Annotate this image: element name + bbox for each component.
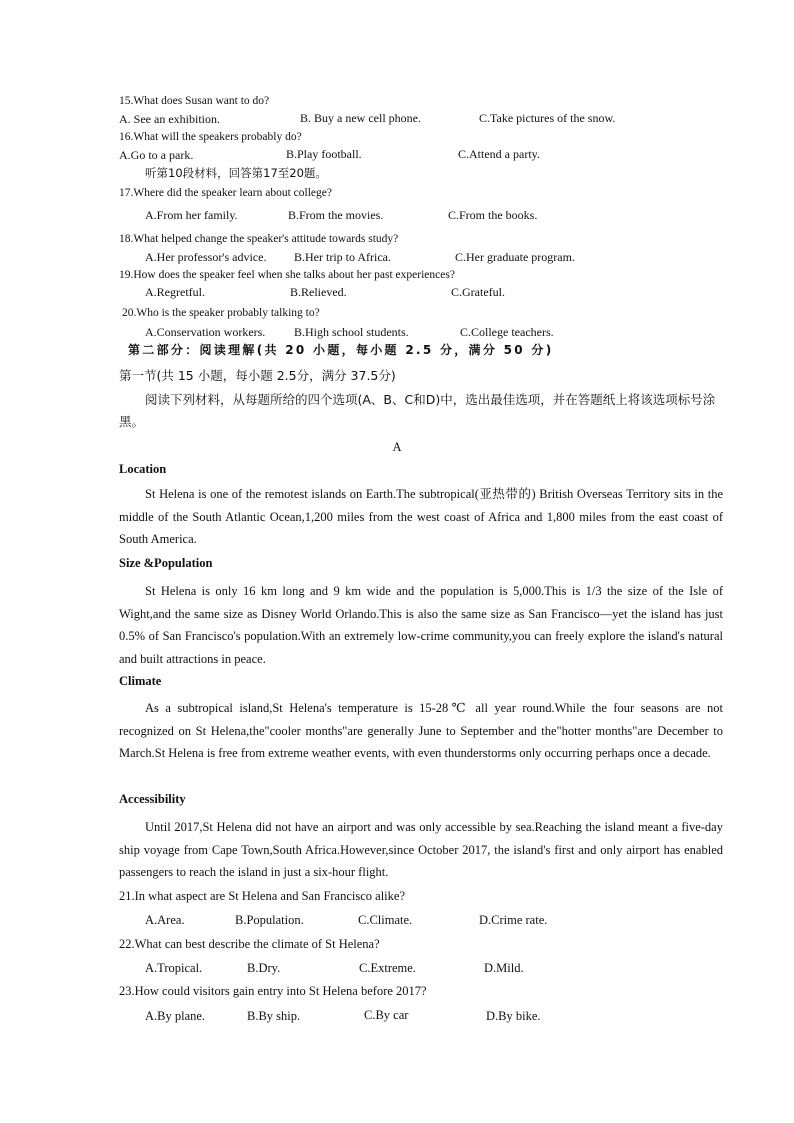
question-23-option-c: C.By car xyxy=(364,1008,409,1022)
question-17-option-c: C.From the books. xyxy=(448,208,538,222)
question-21-option-b: B.Population. xyxy=(235,913,304,927)
part-two-title: 第二部分：阅读理解(共 20 小题，每小题 2.5 分，满分 50 分) xyxy=(128,343,554,357)
question-23-option-b: B.By ship. xyxy=(247,1009,301,1023)
question-19-option-b: B.Relieved. xyxy=(290,285,347,299)
question-15-option-c: C.Take pictures of the snow. xyxy=(479,111,616,125)
question-20-stem: 20.Who is the speaker probably talking to? xyxy=(122,307,320,319)
question-22-stem: 22.What can best describe the climate of St Helena? xyxy=(119,937,380,951)
question-15-option-a: A. See an exhibition. xyxy=(119,112,220,126)
question-18-option-a: A.Her professor's advice. xyxy=(145,250,267,264)
question-17-stem: 17.Where did the speaker learn about college? xyxy=(119,187,332,199)
section-one-title: 第一节(共 15 小题，每小题 2.5分，满分 37.5分) xyxy=(119,368,396,383)
accessibility-paragraph: Until 2017,St Helena did not have an airport and was only accessible by sea.Reaching the island meant a five-day ship voyage from Cape Town,South Africa.However,since October 2017, the island's first and only airport has enabled passengers to reach the island in just a six-hour flight. xyxy=(119,820,723,880)
climate-paragraph: As a subtropical island,St Helena's temperature is 15-28℃ all year round.While the four seasons are not recognized on St Helena,the"cooler months"are generally June to September and the"hotter months"are December to March.St Helena is free from extreme weather events, with even thunderstorms only occurring perhaps once a decade. xyxy=(119,701,723,761)
question-21-option-d: D.Crime rate. xyxy=(479,913,548,927)
question-21-stem: 21.In what aspect are St Helena and San Francisco alike? xyxy=(119,889,406,903)
material-10-instruction: 听第10段材料，回答第17至20题。 xyxy=(145,166,327,180)
passage-label: A xyxy=(392,440,402,454)
question-16-option-c: C.Attend a party. xyxy=(458,147,540,161)
size-population-paragraph: St Helena is only 16 km long and 9 km wide and the population is 5,000.This is 1/3 the size of the Isle of Wight,and the same size as Disney World Orlando.This is also the same size as San Francisco—yet the island has just 0.5% of San Francisco's population.With an extremely low-crime community,you can freely explore the island's natural and built attractions in peace. xyxy=(119,584,723,666)
reading-instructions: 阅读下列材料，从每题所给的四个选项(A、B、C和D)中，选出最佳选项，并在答题纸上将该选项标号涂黑。 xyxy=(119,392,716,429)
question-15-stem: 15.What does Susan want to do? xyxy=(119,95,270,107)
question-16-option-a: A.Go to a park. xyxy=(119,148,194,162)
question-16-stem: 16.What will the speakers probably do? xyxy=(119,131,302,143)
question-22-option-d: D.Mild. xyxy=(484,961,524,975)
question-22-option-a: A.Tropical. xyxy=(145,961,203,975)
question-19-stem: 19.How does the speaker feel when she talks about her past experiences? xyxy=(119,269,455,281)
question-15-option-b: B. Buy a new cell phone. xyxy=(300,111,421,125)
question-18-option-b: B.Her trip to Africa. xyxy=(294,250,391,264)
question-20-option-b: B.High school students. xyxy=(294,325,409,339)
question-19-option-a: A.Regretful. xyxy=(145,285,205,299)
question-17-option-b: B.From the movies. xyxy=(288,208,384,222)
location-paragraph: St Helena is one of the remotest islands on Earth.The subtropical(亚热带的) British Overseas Territory sits in the middle of the South Atlantic Ocean,1,200 miles from the west coast of Africa and 1,800 miles from the east coast of South America. xyxy=(119,487,723,547)
location-heading: Location xyxy=(119,462,167,476)
question-22-option-b: B.Dry. xyxy=(247,961,281,975)
question-20-option-c: C.College teachers. xyxy=(460,325,554,339)
question-21-option-a: A.Area. xyxy=(145,913,185,927)
question-18-option-c: C.Her graduate program. xyxy=(455,250,575,264)
question-17-option-a: A.From her family. xyxy=(145,208,238,222)
question-20-option-a: A.Conservation workers. xyxy=(145,325,266,339)
question-23-stem: 23.How could visitors gain entry into St Helena before 2017? xyxy=(119,984,427,998)
question-23-option-a: A.By plane. xyxy=(145,1009,206,1023)
question-21-option-c: C.Climate. xyxy=(358,913,413,927)
climate-heading: Climate xyxy=(119,674,162,688)
question-23-option-d: D.By bike. xyxy=(486,1009,541,1023)
question-19-option-c: C.Grateful. xyxy=(451,285,505,299)
accessibility-heading: Accessibility xyxy=(119,792,186,806)
question-22-option-c: C.Extreme. xyxy=(359,961,416,975)
question-18-stem: 18.What helped change the speaker's attitude towards study? xyxy=(119,233,399,245)
size-population-heading: Size &Population xyxy=(119,556,213,570)
question-16-option-b: B.Play football. xyxy=(286,147,362,161)
